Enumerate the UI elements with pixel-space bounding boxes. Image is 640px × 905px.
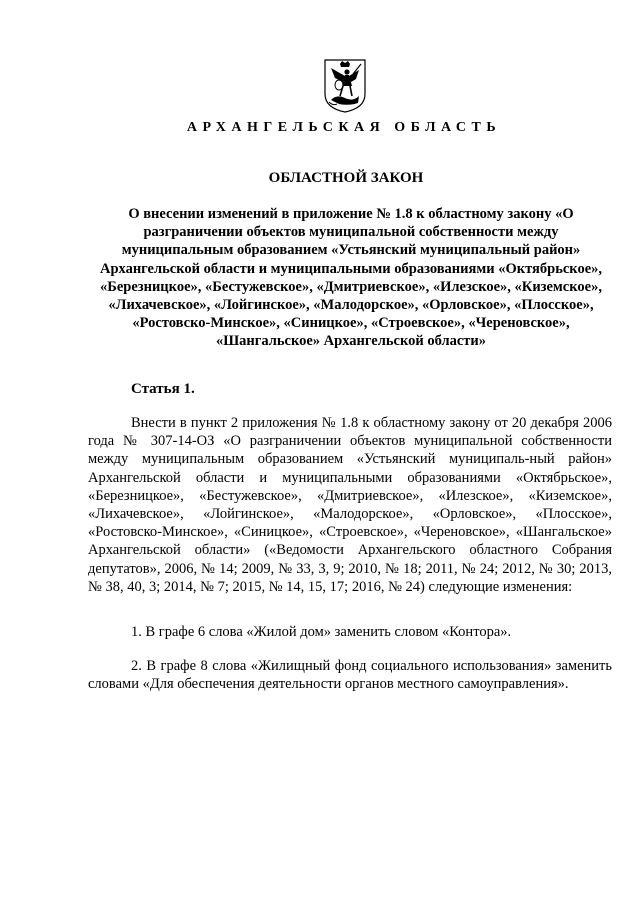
coat-of-arms-icon (323, 58, 367, 113)
paragraph-item-2: 2. В графе 8 слова «Жилищный фонд социального использования» заменить словами «Для обеспечения деятельности органов местного самоуправления». (88, 658, 612, 693)
paragraph-item-1: 1. В графе 6 слова «Жилой дом» заменить словом «Контора». (131, 624, 512, 640)
article-heading: Статья 1. (131, 381, 195, 397)
region-name: АРХАНГЕЛЬСКАЯ ОБЛАСТЬ (186, 120, 502, 135)
law-title: О внесении изменений в приложение № 1.8 к областному закону «О разграничении объектов муниципальной собственности между муниципальным образованием «Устьянский муниципальный район» Архангельской области и муниципальными образованиями «Октябрьское», «Березницкое», «Бестужевское», «Дмитриевское», «Илезское», «Киземское», «Лихачевское», «Лойгинское», «Малодорское», «Орловское», «Плосское», «Ростовско-Минское», «Синицкое», «Строевское», «Череновское», «Шангальское» Архангельской области» (99, 206, 603, 350)
paragraph-main: Внести в пункт 2 приложения № 1.8 к областному закону от 20 декабря 2006 года № 307-14-ОЗ «О разграничении объектов муниципальной собственности между муниципальным образованием «Устьянский муниципаль-ный район» Архангельской области и муниципальными образованиями «Октябрьское», «Березницкое», «Бестужевское», «Дмитриевское», «Илезское», «Киземское», «Лихачевское», «Лойгинское», «Малодорское», «Орловское», «Плосское», «Ростовско-Минское», «Синицкое», «Строевское», «Череновское», «Шангальское» Архангельской области» («Ведомости Архангельского областного Собрания депутатов», 2006, № 14; 2009, № 33, 3, 9; 2010, № 18; 2011, № 24; 2012, № 30; 2013, № 38, 40, 3; 2014, № 7; 2015, № 14, 15, 17; 2016, № 24) следующие изменения: (88, 415, 612, 595)
document-type: ОБЛАСТНОЙ ЗАКОН (268, 170, 424, 186)
